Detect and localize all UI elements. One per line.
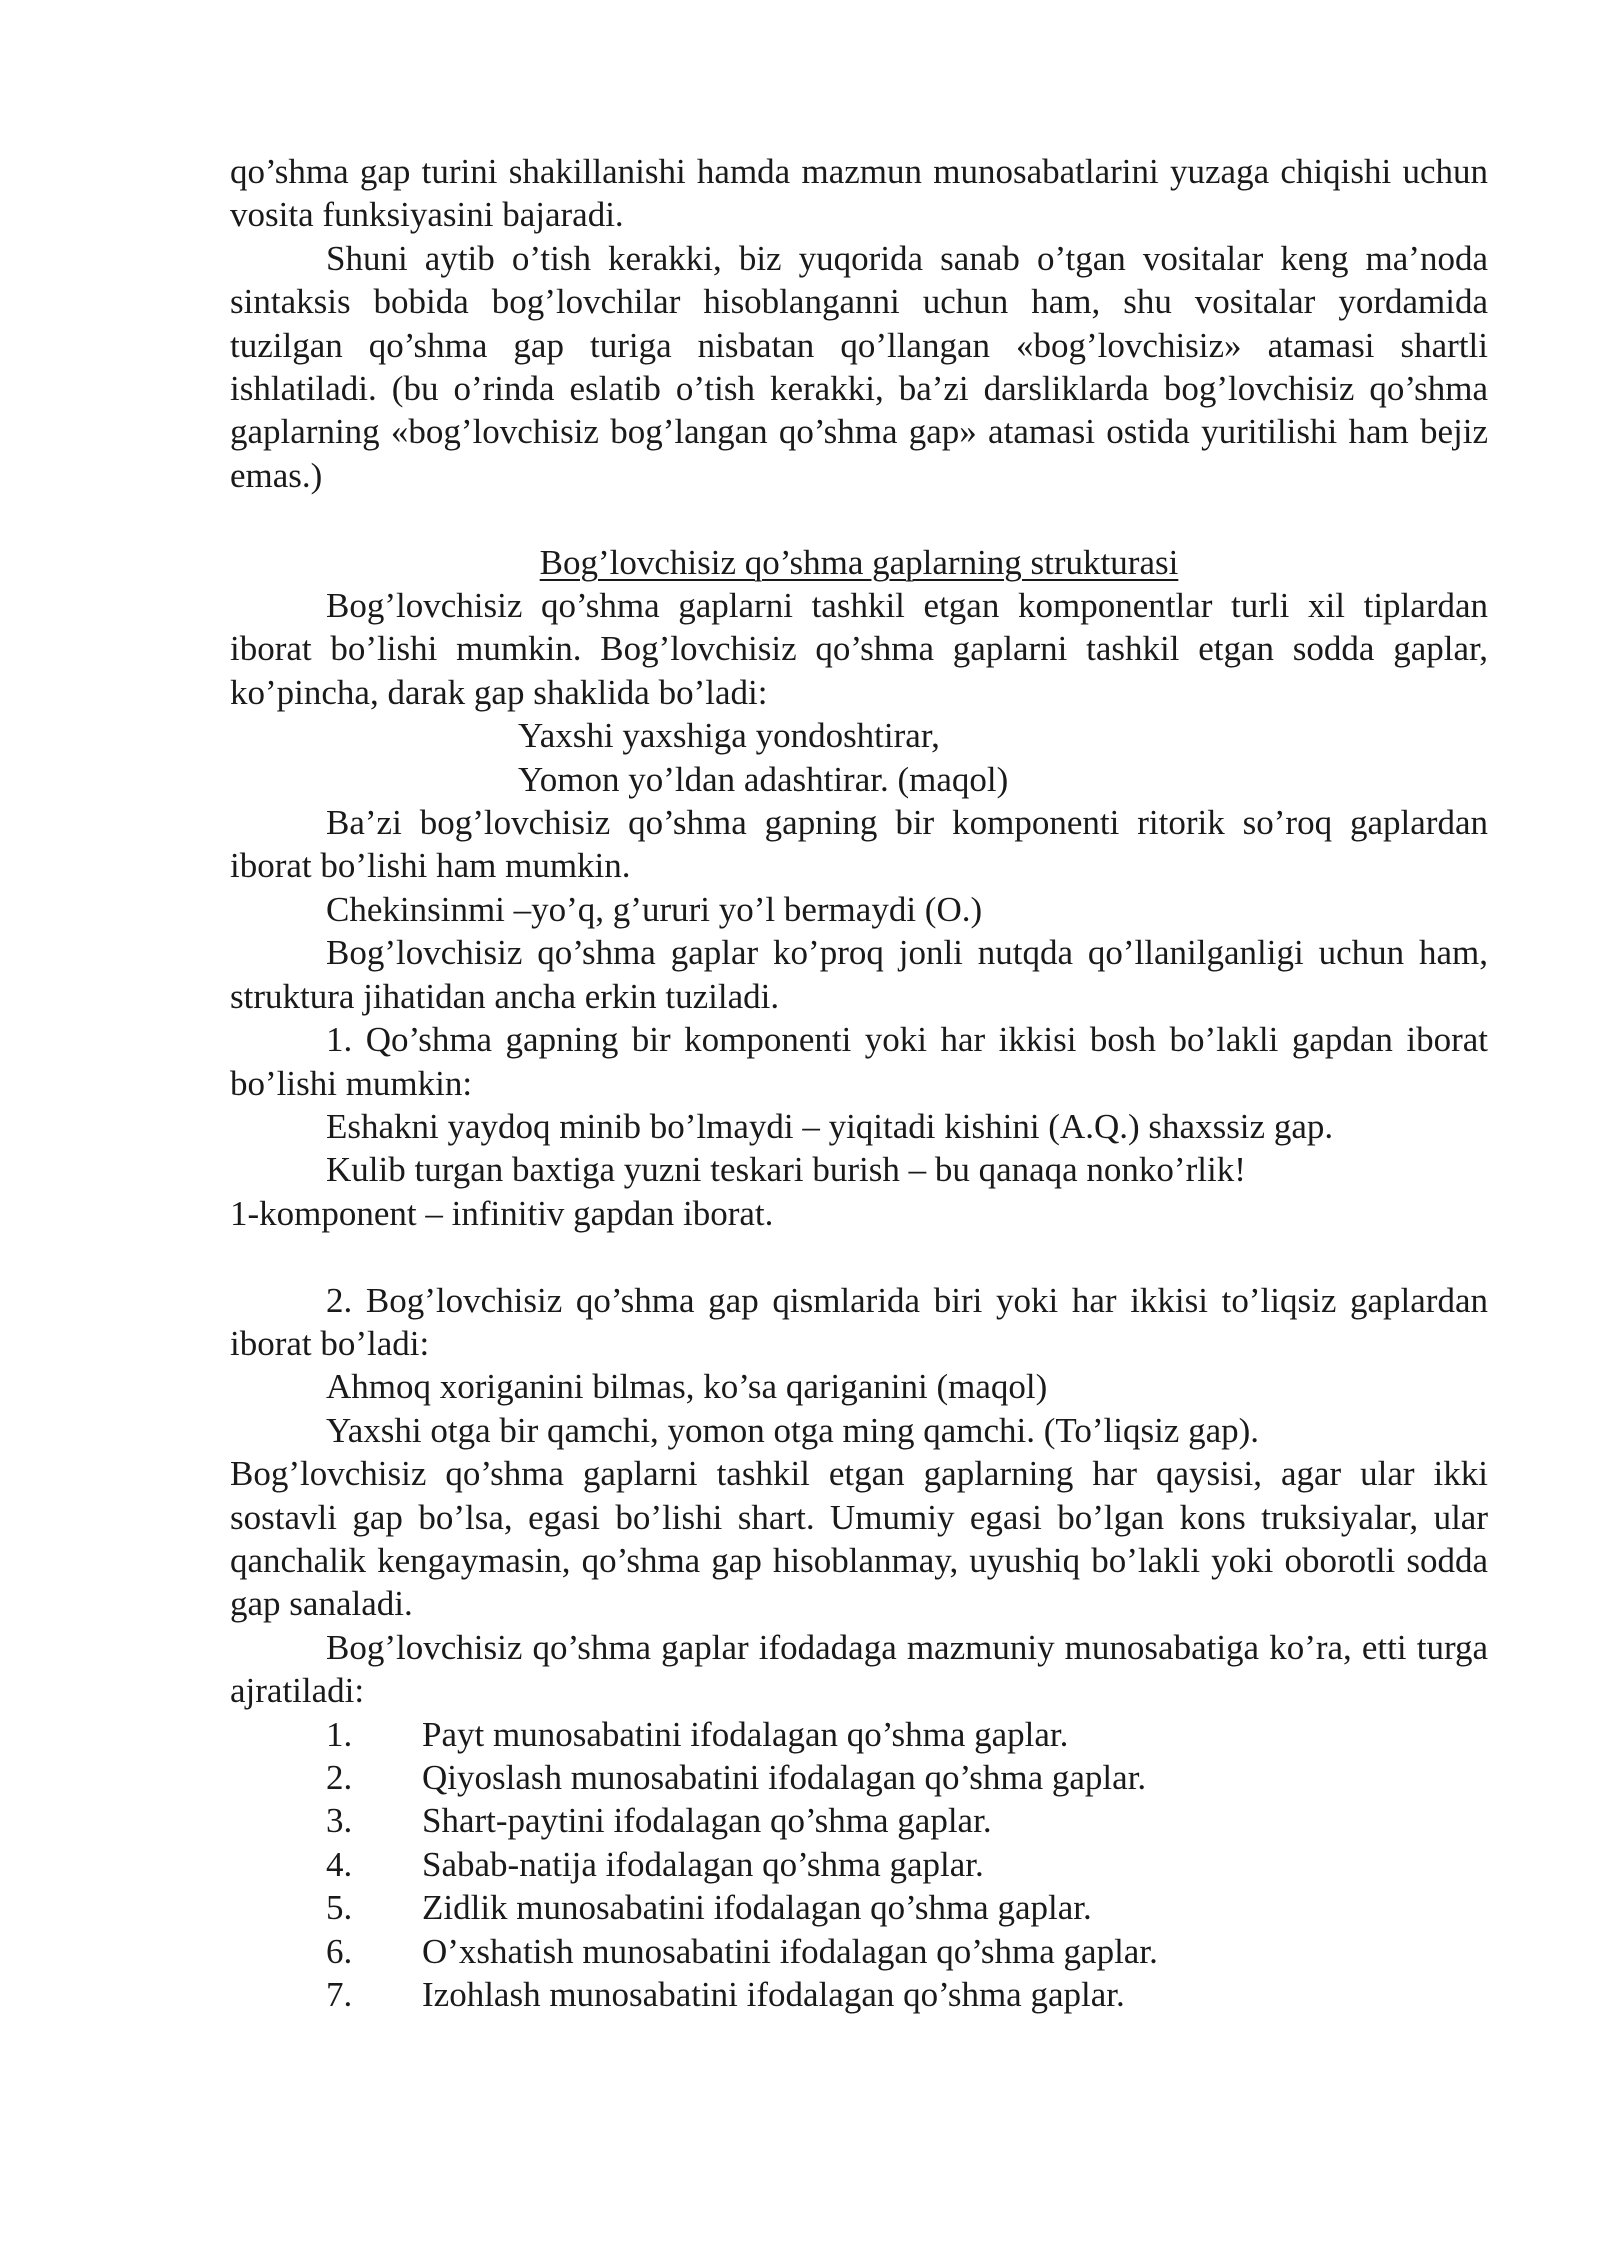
list-item bbox=[230, 1843, 1488, 1886]
list-item-number: 4. bbox=[326, 1844, 353, 1884]
list-item bbox=[230, 1973, 1488, 2016]
section-heading-text: Bog’lovchisiz qo’shma gaplarning strukturasi bbox=[539, 542, 1179, 582]
paragraph-shuni-aytib: Shuni aytib o’tish kerakki, biz yuqorida sanab o’tgan vositalar keng ma’noda sintaksis bobida bog’lovchilar hisoblanganni uchun ham, shu vositalar yordamida tuzilgan qo’shma gap turiga nisbatan qo’llangan «bog’lovchisiz» atamasi shartli ishlatiladi. (bu o’rinda eslatib o’tish kerakki, ba’zi darsliklarda bog’lovchisiz qo’shma gaplarning «bog’lovchisiz bog’langan qo’shma gap» atamasi ostida yuritilishi ham bejiz emas.) bbox=[230, 238, 1488, 495]
list-item-number: 1. bbox=[326, 1714, 353, 1754]
blank-line bbox=[230, 497, 1488, 540]
list-item-number: 6. bbox=[326, 1931, 353, 1971]
paragraph-live-speech: Bog’lovchisiz qo’shma gaplar ko’proq jonli nutqda qo’llanilganligi uchun ham, struktura jihatidan ancha erkin tuziladi. bbox=[230, 933, 1488, 1016]
list-item-text: Sabab-natija ifodalagan qo’shma gaplar. bbox=[422, 1844, 984, 1884]
list-item-number: 3. bbox=[326, 1801, 353, 1841]
types-list bbox=[230, 1713, 1488, 2017]
blank-line bbox=[230, 1235, 1488, 1278]
example-yaxshi-otga: Yaxshi otga bir qamchi, yomon otga ming qamchi. (To’liqsiz gap). bbox=[326, 1410, 1260, 1450]
document-body bbox=[230, 150, 1488, 2016]
example-verse-line-1: Yaxshi yaxshiga yondoshtirar, bbox=[518, 716, 940, 756]
list-item bbox=[230, 1930, 1488, 1973]
paragraph-subject-rule: Bog’lovchisiz qo’shma gaplarni tashkil etgan gaplarning har qaysisi, agar ular ikki sostavli gap bo’lsa, egasi bo’lishi shart. Umumiy egasi bo’lgan kons truksiyalar, ular qanchalik kengaymasin, qo’shma gap hisoblanmay, uyushiq bo’lakli yoki oborotli sodda gap sanaladi. bbox=[230, 1454, 1488, 1624]
example-chekinsinmi: Chekinsinmi –yo’q, g’ururi yo’l bermaydi (O.) bbox=[326, 889, 983, 929]
list-item bbox=[230, 1799, 1488, 1842]
section-heading bbox=[230, 541, 1488, 584]
list-item-text: O’xshatish munosabatini ifodalagan qo’shma gaplar. bbox=[422, 1931, 1158, 1971]
example-eshakni: Eshakni yaydoq minib bo’lmaydi – yiqitadi kishini (A.Q.) shaxssiz gap. bbox=[326, 1106, 1334, 1146]
example-verse-line-2: Yomon yo’ldan adashtirar. (maqol) bbox=[518, 759, 1009, 799]
paragraph-point-1: 1. Qo’shma gapning bir komponenti yoki har ikkisi bosh bo’lakli gapdan iborat bo’lishi mumkin: bbox=[230, 1020, 1488, 1103]
list-item-number: 5. bbox=[326, 1888, 353, 1928]
paragraph-components: Bog’lovchisiz qo’shma gaplarni tashkil etgan komponentlar turli xil tiplardan iborat bo’lishi mumkin. Bog’lovchisiz qo’shma gaplarni tashkil etgan sodda gaplar, ko’pincha, darak gap shaklida bo’ladi: bbox=[230, 586, 1488, 712]
paragraph-rhetorical: Ba’zi bog’lovchisiz qo’shma gapning bir komponenti ritorik so’roq gaplardan iborat bo’lishi ham mumkin. bbox=[230, 803, 1488, 886]
list-item-text: Zidlik munosabatini ifodalagan qo’shma gaplar. bbox=[422, 1888, 1092, 1928]
list-item-text: Qiyoslash munosabatini ifodalagan qo’shma gaplar. bbox=[422, 1758, 1147, 1797]
list-item-text: Payt munosabatini ifodalagan qo’shma gaplar. bbox=[422, 1714, 1069, 1754]
paragraph-seven-types: Bog’lovchisiz qo’shma gaplar ifodadaga mazmuniy munosabatiga ko’ra, etti turga ajratiladi: bbox=[230, 1627, 1488, 1711]
paragraph-point-2: 2. Bog’lovchisiz qo’shma gap qismlarida biri yoki har ikkisi to’liqsiz gaplardan iborat bo’ladi: bbox=[230, 1280, 1488, 1363]
list-item bbox=[230, 1713, 1488, 1756]
list-item-text: Shart-paytini ifodalagan qo’shma gaplar. bbox=[422, 1801, 992, 1841]
list-item-number: 2. bbox=[326, 1758, 353, 1797]
example-ahmoq: Ahmoq xoriganini bilmas, ko’sa qariganini (maqol) bbox=[326, 1367, 1048, 1407]
paragraph-intro-continued: qo’shma gap turini shakillanishi hamda mazmun munosabatlarini yuzaga chiqishi uchun vosita funksiyasini bajaradi. bbox=[230, 152, 1488, 235]
list-item bbox=[230, 1886, 1488, 1929]
example-kulib: Kulib turgan baxtiga yuzni teskari burish – bu qanaqa nonko’rlik! bbox=[326, 1150, 1246, 1190]
list-item-number: 7. bbox=[326, 1975, 353, 2015]
paragraph-infinitive-note: 1-komponent – infinitiv gapdan iborat. bbox=[230, 1193, 774, 1233]
list-item-text: Izohlash munosabatini ifodalagan qo’shma gaplar. bbox=[422, 1975, 1125, 2015]
list-item bbox=[230, 1756, 1488, 1799]
